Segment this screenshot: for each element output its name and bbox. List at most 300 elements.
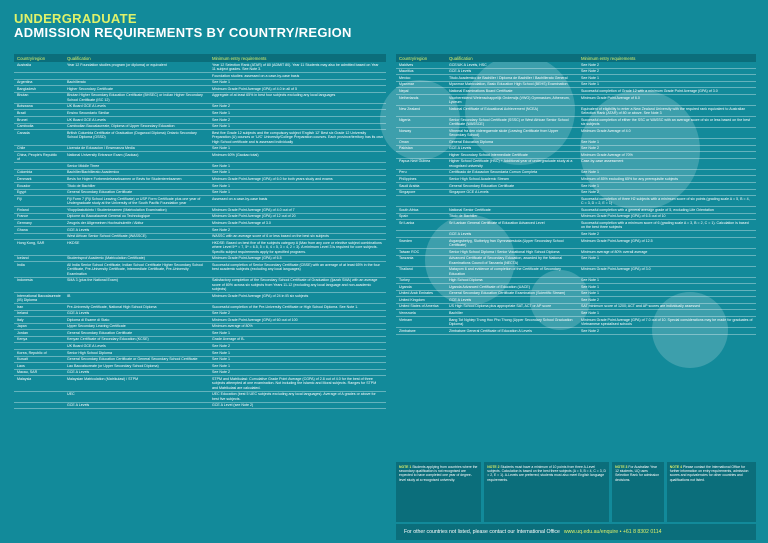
qualification-cell: Sri Lankan General Certificate of Education Advanced Level: [449, 220, 545, 225]
table-row: [396, 310, 756, 317]
country-cell: [14, 403, 64, 409]
table-row: [14, 392, 386, 403]
requirement-cell: See Note 1: [212, 183, 230, 188]
requirement-cell: Minimum of 85% excluding 65% for any prerequisite subjects: [581, 176, 679, 181]
requirement-cell: See Note 2: [212, 370, 230, 375]
qualification-cell: Licencia de Educacion / Ensenanza Media: [67, 146, 135, 151]
table-row: [14, 256, 386, 263]
qualification-cell: Voorbereidend Wetenschappelijk Onderwijs (VWO) Gymnasium, Atheneum, Lyceum: [449, 95, 570, 104]
table-row: [14, 170, 386, 177]
table-row: [14, 117, 386, 124]
note-text: Students must have a minimum of 10 points from three A-Level subjects. Calculation is based on the best three subjects (A = 5, B = 4, C = 3, D = 2, E = 1). A-Levels are preferred; students must also meet English language requirements.: [487, 465, 606, 482]
qualification-cell: General Secondary Education Certificate: [67, 190, 133, 195]
requirement-cell: Successful completion of three H2 subjects with a minimum score of six points (grading scale A = 5, B = 4, C = 3, D = 2, E = 1): [581, 196, 750, 206]
note-text: For Australian Year 12 students, UQ uses Selection Rank for admission decisions.: [615, 465, 660, 482]
requirement-cell: See Note 1: [212, 170, 230, 175]
country-cell: Bangladesh: [17, 86, 36, 91]
country-cell: Nepal: [399, 88, 409, 93]
country-cell: Taiwan ROC: [399, 249, 420, 254]
requirement-cell: See Note 1: [212, 330, 230, 335]
requirement-cell: See Note 2: [581, 297, 599, 302]
qualification-cell: High School Diploma: [449, 278, 483, 283]
qualification-cell: Singapore GCE A Levels: [449, 190, 489, 195]
country-cell: Bhutan: [17, 93, 29, 98]
table-row: [14, 403, 386, 410]
qualification-cell: Matayom 6 and evidence of completion of the Certificate of Secondary Education: [449, 267, 561, 276]
note-4: [667, 462, 756, 522]
requirement-cell: Aggregate of at least 65% in best four subjects excluding any local languages: [212, 93, 336, 98]
requirement-cell: Minimum Grade Point Average (GPA) of 3.0: [581, 267, 651, 272]
requirement-cell: See Note 1: [212, 80, 230, 85]
table-row: [396, 249, 756, 256]
requirement-cell: WASSC with an average score of 6 or less based on the best six subjects: [212, 234, 329, 239]
qualification-cell: Senior High School Academic Stream: [449, 176, 509, 181]
table-row: [396, 291, 756, 298]
qualification-cell: GCE A Levels: [67, 311, 90, 316]
table-row: [396, 62, 756, 69]
qualification-cell: National Senior Certificate: [449, 207, 491, 212]
country-cell: [14, 234, 64, 240]
country-cell: Turkey: [399, 278, 410, 283]
country-cell: Laos: [17, 363, 25, 368]
requirement-cell: See Note 1: [581, 75, 599, 80]
qualification-cell: Bachiller/Bachillerato Academico: [67, 170, 120, 175]
requirement-cell: See Note 2: [581, 146, 599, 151]
requirement-cell: STPM and Matrikulasi: Cumulative Grade Point Average (CGPA) of 2.8 out of 4.0 for the best of three subjects attempted at one examination. Not including the Islamic and Moral subjects. Ranges for STPM and Matrikulasi are calculated.: [212, 377, 377, 390]
country-cell: Australia: [17, 62, 31, 67]
country-cell: Oman: [399, 139, 409, 144]
qualification-cell: UK Board GCE A Levels: [67, 344, 106, 349]
country-cell: Netherlands: [399, 95, 419, 100]
requirement-cell: See Note 2: [212, 227, 230, 232]
qualification-cell: GCE A Levels: [449, 69, 472, 74]
qualification-cell: Senior High School Diploma / Senior Vocational High School Diploma: [449, 249, 560, 254]
requirement-cell: See Note 1: [212, 350, 230, 355]
country-cell: Thailand: [399, 267, 413, 272]
right-requirements-table: [396, 54, 756, 335]
table-row: [396, 231, 756, 238]
qualification-cell: Lao Baccalaureate (or Upper Secondary School Diploma): [67, 363, 159, 368]
right-table-header: [396, 54, 756, 62]
country-cell: [14, 343, 64, 349]
note-1: [396, 462, 481, 522]
table-row: [14, 278, 386, 293]
table-row: [396, 214, 756, 221]
table-row: [14, 152, 386, 163]
qualification-cell: UEC: [67, 392, 75, 397]
qualification-cell: GCE A Levels: [67, 403, 90, 408]
page-title: [14, 12, 352, 40]
qualification-cell: GCE A Levels: [449, 297, 472, 302]
country-cell: Myanmar: [399, 82, 414, 87]
requirement-cell: UEC Education (best 5 UEC subjects excluding any local languages). Average of A grades or above for best five subjects.: [212, 392, 376, 401]
qualification-cell: HKDSE: [67, 240, 80, 245]
table-row: [396, 75, 756, 82]
right-table-body: [396, 62, 756, 335]
country-cell: Botswana: [17, 104, 33, 109]
country-cell: Mexico: [399, 75, 411, 80]
country-cell: Hong Kong, SAR: [17, 240, 45, 245]
country-cell: Macau, SAR: [17, 370, 38, 375]
qualification-cell: Ylioppilastutkinto / Studentexamen (Matriculation Examination): [67, 207, 167, 212]
qualification-cell: National University Entrance Exam (Gaokao): [67, 152, 139, 157]
footer-contact-link[interactable]: www.uq.edu.au/enquire • +61 8 8302 0114: [563, 529, 662, 535]
table-row: [14, 337, 386, 344]
requirement-cell: Minimum Grade Point Average of 3.0: [212, 220, 271, 225]
country-cell: Maldives: [399, 62, 414, 67]
table-row: [396, 106, 756, 117]
table-row: [396, 69, 756, 76]
table-row: [396, 256, 756, 267]
country-cell: [396, 152, 446, 158]
country-cell: Iceland: [17, 256, 29, 261]
table-row: [396, 267, 756, 278]
qualification-cell: GCE A Levels: [67, 227, 90, 232]
table-row: [396, 207, 756, 214]
table-row: [14, 304, 386, 311]
country-cell: Brazil: [17, 110, 26, 115]
qualification-cell: Kenyan Certificate of Secondary Education (KCSE): [67, 337, 149, 342]
requirement-cell: Grade Average of B-: [212, 337, 245, 342]
table-row: [396, 196, 756, 207]
note-3: [612, 462, 664, 522]
qualification-cell: [64, 73, 209, 79]
table-row: [396, 82, 756, 89]
requirement-cell: See Note 1: [212, 363, 230, 368]
table-row: [14, 196, 386, 207]
requirement-cell: Minimum Grade Average of 70%: [581, 152, 633, 157]
qualification-cell: Bang Tot Nghiep Trung Hoc Pho Thong (Upper Secondary School Graduation Diploma): [449, 317, 573, 327]
requirement-cell: See Note 2: [212, 104, 230, 109]
table-row: [396, 278, 756, 285]
table-row: [14, 317, 386, 324]
table-row: [14, 93, 386, 104]
requirement-cell: Minimum Grade Point Average of 6.0: [581, 95, 640, 100]
requirement-cell: Successful completion with a minimum score of 6 (grading scale A = 3, B = 2, C = 1). Calculation is based on the best three subjects: [581, 220, 749, 230]
table-row: [396, 317, 756, 328]
requirement-cell: Successful completion with a general average grade of 5, excluding Life Orientation: [581, 207, 714, 212]
requirement-cell: See Note 1: [581, 139, 599, 144]
country-cell: Tanzania: [399, 256, 414, 261]
table-row: [14, 73, 386, 80]
left-table-body: [14, 62, 386, 409]
table-row: [14, 311, 386, 318]
country-cell: Japan: [17, 324, 27, 329]
qualification-cell: Ensino Secundario Similar: [67, 110, 110, 115]
table-row: [14, 343, 386, 350]
qualification-cell: National Examinations Board Certificate: [449, 88, 513, 93]
table-row: [396, 170, 756, 177]
requirement-cell: GCE A Level (see Note 2): [212, 403, 254, 408]
table-row: [14, 240, 386, 255]
header-country: Country/region: [17, 55, 46, 61]
country-cell: Indonesia: [17, 278, 33, 283]
qualification-cell: Pre-University Certificate, National High School Diploma: [67, 304, 157, 309]
table-row: [396, 128, 756, 139]
header-minimum-entry: Minimum entry requirements: [212, 55, 267, 61]
requirement-cell: See Note 2: [212, 311, 230, 316]
country-cell: Papua New Guinea: [399, 159, 431, 164]
qualification-cell: General Education Diploma: [449, 139, 493, 144]
country-cell: Norway: [399, 128, 412, 133]
country-cell: United Kingdom: [399, 297, 425, 302]
qualification-cell: Year 12 Foundation studies program (or diploma) or equivalent: [67, 62, 167, 67]
table-row: [14, 80, 386, 87]
country-cell: Argentina: [17, 80, 33, 85]
qualification-cell: UK Board GCE A Levels: [67, 117, 106, 122]
requirement-cell: See Note 2: [581, 190, 599, 195]
qualification-cell: National Certificate of Educational Achievement (NCEA): [449, 106, 539, 111]
qualification-cell: Titulo de Bachiller: [449, 214, 478, 219]
qualification-cell: [446, 196, 578, 206]
requirement-cell: Minimum Grade Point Average (GPA) of 24 in IB six subjects: [212, 293, 309, 298]
requirement-cell: See Note 1: [212, 124, 230, 129]
country-cell: New Zealand: [399, 106, 421, 111]
table-row: [14, 293, 386, 304]
requirement-cell: Successful completion of Grade 12 with a minimum Grade Point Average (GPA) of 3.0: [581, 88, 718, 93]
qualification-cell: GCE/UK A Levels, HSC: [449, 62, 487, 67]
qualification-cell: Zeugnis der Allgemeinen Hochschulreife / Abitur: [67, 220, 144, 225]
country-cell: Germany: [17, 220, 32, 225]
country-cell: Cambodia: [17, 124, 34, 129]
country-cell: Brunei: [17, 117, 28, 122]
requirement-cell: Successful completion of Senior Secondary Certificate (CBSE) with an average of at least 65% in the four best academic subjects (excluding any local languages): [212, 262, 380, 272]
note-2: [484, 462, 609, 522]
title-line-1: UNDERGRADUATE: [14, 11, 137, 26]
requirement-cell: See Note 1: [212, 357, 230, 362]
table-row: [14, 146, 386, 153]
qualification-cell: Avgangsbetyg, Slutbetyg fran Gymnasieskola (Upper Secondary School Certificate): [449, 238, 564, 247]
country-cell: Kuwait: [17, 357, 28, 362]
table-row: [396, 159, 756, 170]
note-label: NOTE 3: [615, 465, 628, 469]
qualification-cell: US High School Diploma plus appropriate SAT, ACT or AP score: [449, 304, 552, 309]
qualification-cell: Fiji Form 7 (Fiji School Leaving Certificate) or USP Form Certificate plus one year of Undergraduate study at the University of the South Pacific Foundation year: [67, 196, 201, 206]
country-cell: Egypt: [17, 190, 27, 195]
table-row: [396, 328, 756, 335]
qualification-cell: Certificado de Educacion Secundaria Comun Completa: [449, 170, 538, 175]
qualification-cell: Bachillerato: [67, 80, 86, 85]
requirement-cell: See Note 1: [581, 82, 599, 87]
table-row: [14, 163, 386, 170]
requirement-cell: See Note 2: [581, 231, 599, 236]
requirement-cell: Minimum Grade Point Average (GPA) of 60 out of 100: [212, 317, 298, 322]
qualification-cell: Senior Secondary School Certificate (SSSC) or West African Senior School Certificate (WASSCE): [449, 117, 569, 126]
table-row: [14, 104, 386, 111]
title-line-2: ADMISSION REQUIREMENTS BY COUNTRY/REGION: [14, 25, 352, 40]
table-row: [396, 152, 756, 159]
requirement-cell: Minimum average of 80%: [212, 324, 253, 329]
qualification-cell: Higher School Certificate (HSC) + Additional year of undergraduate study at a recognised university: [449, 159, 573, 168]
country-cell: Denmark: [17, 176, 32, 181]
country-cell: Singapore: [399, 190, 416, 195]
country-cell: Ghana: [17, 227, 28, 232]
qualification-cell: General Secondary Education Certificate: [67, 330, 133, 335]
country-cell: Chile: [17, 146, 26, 151]
table-row: [14, 324, 386, 331]
table-row: [396, 176, 756, 183]
qualification-cell: Advanced Certificate of Secondary Education, awarded by the National Examinations Council of Tanzania (NECTA): [449, 256, 563, 265]
qualification-cell: General Secondary Education Certificate Examination (Scientific Stream): [449, 291, 566, 296]
table-row: [14, 110, 386, 117]
country-cell: Italy: [17, 317, 24, 322]
header-qualification: Qualification: [67, 55, 91, 61]
country-cell: Venezuela: [399, 311, 416, 316]
qualification-cell: Bevis for Hojere Forberedelseseksamen or Bevis for Studentereksamen: [67, 176, 182, 181]
table-row: [396, 284, 756, 291]
requirement-cell: Minimum Grade Point Average (GPA) of 12.5: [581, 238, 653, 243]
requirement-cell: See Note 1: [212, 163, 230, 168]
footer-text: For other countries not listed, please contact our International Office: [404, 529, 560, 535]
country-cell: United States of America: [399, 304, 439, 309]
requirement-cell: Satisfactory completion of the Secondary School Certificate of Graduation (Ijazah SMA) with an average score of 80% across six subjects from Years 11-12 (excluding any local language and non-academic subjects): [212, 278, 378, 291]
requirement-cell: Minimum Grade Point Average (GPA) of 4.0 in all of 5: [212, 86, 297, 91]
qualification-cell: Zimbabwe General Certificate of Education A Levels: [449, 328, 532, 333]
requirement-cell: Minimum Grade Point Average (GPA) of 7.0 out of 10. Special considerations may be made for graduates of Vietnamese specialised schools: [581, 317, 753, 327]
country-cell: Iran: [17, 304, 24, 309]
table-row: [14, 220, 386, 227]
note-label: NOTE 1: [399, 465, 412, 469]
table-row: [396, 95, 756, 106]
country-cell: Philippines: [399, 176, 417, 181]
qualification-cell: Upper Secondary Leaving Certificate: [67, 324, 126, 329]
left-requirements-table: [14, 54, 386, 409]
country-cell: [14, 73, 64, 79]
country-cell: Ireland: [17, 311, 28, 316]
requirement-cell: Minimum Grade Point Average (GPA) of 6.5 out of 10: [581, 214, 666, 219]
requirement-cell: Best five Grade 12 subjects and the compulsory subject 'English 12' Best six Grade 12 University Preparation (U) courses or 'U/C' University/College Preparation courses. Each province/territory has its own High School certificate and is assessed individually: [212, 130, 383, 144]
requirement-cell: Minimum 60% (Gaokao total): [212, 152, 259, 157]
requirement-cell: Year 12 Selection Rank (ATAR) of 80 (ADMIT 80). Year 11 Students may also be admitted based on Year 11 subject grades. See Note 3.: [212, 62, 379, 71]
table-row: [14, 214, 386, 221]
country-cell: [14, 163, 64, 169]
country-cell: Uganda: [399, 284, 412, 289]
qualification-cell: Diploma di Esame di Stato: [67, 317, 110, 322]
table-row: [14, 130, 386, 145]
table-row: [396, 117, 756, 128]
table-row: [14, 176, 386, 183]
table-row: [14, 86, 386, 93]
country-cell: Sri Lanka: [399, 220, 415, 225]
requirement-cell: Minimum Grade Average of 4.0: [581, 128, 631, 133]
country-cell: Canada: [17, 130, 30, 135]
qualification-cell: All India Senior School Certificate, Indian School Certificate Higher Secondary School Certificate, Pre-University Certificate, Intermediate Certificate, Pre-University Examination: [67, 262, 204, 276]
qualification-cell: Cambodian Baccalaureate, Diploma of Upper Secondary Education: [67, 124, 175, 129]
qualification-cell: Higher Secondary Certificate: [67, 86, 113, 91]
table-row: [14, 227, 386, 234]
country-cell: Nigeria: [399, 117, 411, 122]
table-row: [396, 238, 756, 249]
qualification-cell: General Secondary Education Certificate or General Secondary School Certificate: [67, 357, 198, 362]
note-label: NOTE 4: [669, 465, 682, 469]
requirement-cell: See Note 1: [581, 278, 599, 283]
country-cell: International Baccalaureate (IB) Diploma: [17, 293, 61, 302]
country-cell: Vietnam: [399, 317, 413, 322]
country-cell: Colombia: [17, 170, 33, 175]
requirement-cell: See Note 1: [581, 291, 599, 296]
requirement-cell: HKDSE: Based on best five of the subjects category A (Max from any core or elective subject combinations where Level 5** = 7, 5* = 6.5, 5 = 6, 4 = 5, 3 = 4, 2 = 3). A minimum Level 3 is required for core subjects. Specific subject requirements apply for specified programs.: [212, 240, 382, 254]
country-cell: Kenya: [17, 337, 28, 342]
requirement-cell: See Note 1: [581, 311, 599, 316]
notes-section: [396, 462, 756, 522]
requirement-cell: See Note 2: [581, 62, 599, 67]
table-row: [14, 207, 386, 214]
qualification-cell: SMA 3 (plus the National Exam): [67, 278, 118, 283]
qualification-cell: Bhutan Higher Secondary Education Certificate (BHSEC) or Indian Higher Secondary School Certificate (ISC 12): [67, 93, 203, 102]
qualification-cell: Higher Secondary School Intermediate Certificate: [449, 152, 528, 157]
requirement-cell: See Note 1: [212, 110, 230, 115]
table-row: [14, 183, 386, 190]
qualification-cell: Senior Middle Three: [67, 163, 100, 168]
table-row: [396, 190, 756, 197]
requirement-cell: Minimum Grade Point Average (GPA) of 6.5: [212, 256, 282, 261]
country-cell: [396, 231, 446, 237]
table-row: [396, 220, 756, 231]
table-row: [14, 190, 386, 197]
left-table-header: [14, 54, 386, 62]
table-row: [396, 304, 756, 311]
qualification-cell: British Columbia Certificate of Graduation (Dogwood Diploma) Ontario Secondary School Diploma (OSSD): [67, 130, 197, 140]
footer-contact-bar: [396, 524, 756, 540]
country-cell: Saudi Arabia: [399, 183, 420, 188]
table-row: [14, 62, 386, 73]
requirement-cell: Foundation studies: assessed on a case-by-case basis: [212, 73, 300, 78]
country-cell: United Arab Emirates: [399, 291, 433, 296]
header-minimum-entry: Minimum entry requirements: [581, 55, 636, 61]
requirement-cell: Minimum average of 80% overall average: [581, 249, 648, 254]
table-row: [14, 370, 386, 377]
requirement-cell: See Note 2: [581, 328, 599, 333]
qualification-cell: GCE A Levels: [67, 370, 90, 375]
country-cell: Mauritius: [399, 69, 414, 74]
country-cell: China, People's Republic of: [17, 152, 58, 162]
requirement-cell: Minimum Grade Point Average (GPA) of 6.0 for both years study and exams: [212, 176, 333, 181]
country-cell: [14, 392, 64, 402]
requirement-cell: See Note 1: [212, 146, 230, 151]
requirement-cell: See Note 1: [212, 190, 230, 195]
country-cell: Spain: [399, 214, 409, 219]
country-cell: Fiji: [17, 196, 22, 201]
requirement-cell: Minimum Grade Point Average (GPA) of 4.0 out of 7: [212, 207, 295, 212]
note-text: Students applying from countries where the secondary qualification is not recognised are expected to have completed one year of degree-level study at a recognised university.: [399, 465, 478, 482]
table-row: [14, 262, 386, 277]
requirement-cell: Equivalent of eligibility to enter a New Zealand University with the required rank equivalent to Australian Selection Rank (ATAR) of 80 or above. See Note 3: [581, 106, 746, 115]
requirement-cell: See Note 2: [212, 344, 230, 349]
requirement-cell: Successful completion of the Pre-University Certificate or High School Diploma. See Note 1.: [212, 304, 359, 309]
qualification-cell: Vitnemal fra den videregaende skole (Leaving Certificate from Upper Secondary School): [449, 128, 559, 137]
country-cell: Zimbabwe: [399, 328, 416, 333]
requirement-cell: See Note 1: [581, 256, 599, 261]
qualification-cell: Titulo Academico de Bachiller / Diploma de Bachiller / Bachillerato General: [449, 75, 568, 80]
requirement-cell: See Note 1: [581, 170, 599, 175]
country-cell: Peru: [399, 170, 407, 175]
header-qualification: Qualification: [449, 55, 473, 61]
note-text: Please contact the International Office for further information on entry requirements, admission scores and equivalencies for other countries and qualifications not listed.: [669, 465, 749, 482]
table-row: [14, 376, 386, 391]
country-cell: Malaysia: [17, 377, 32, 382]
qualification-cell: IB: [67, 293, 71, 298]
table-row: [396, 183, 756, 190]
requirement-cell: Minimum Grade Point Average (GPA) of 12 out of 20: [212, 214, 296, 219]
requirement-cell: SAT minimum score of 1200; ACT and AP scores are individually assessed: [581, 304, 700, 309]
table-row: [14, 363, 386, 370]
qualification-cell: Diplome du Baccalaureat General ou Technologique: [67, 214, 151, 219]
requirement-cell: See Note 1: [581, 284, 599, 289]
requirement-cell: Assessed on a case-by-case basis: [212, 196, 268, 201]
table-row: [14, 350, 386, 357]
country-cell: South Africa: [399, 207, 419, 212]
table-row: [14, 124, 386, 131]
